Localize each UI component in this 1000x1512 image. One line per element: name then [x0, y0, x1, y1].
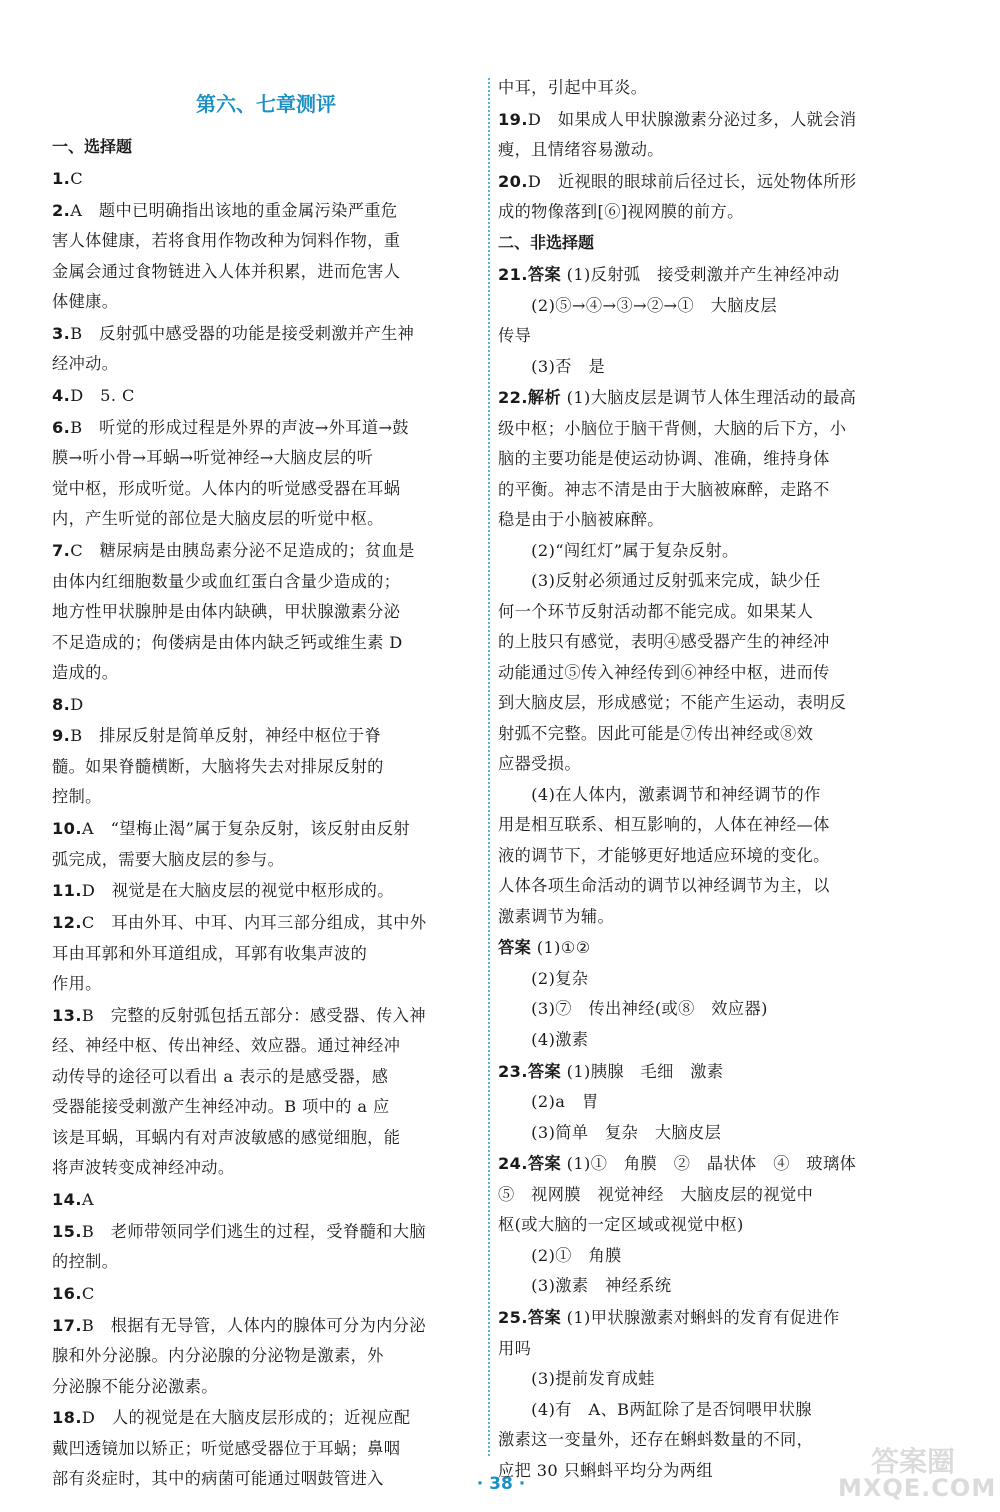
answer-line [52, 658, 415, 689]
line-text: (1)大脑皮层是调节人体生理活动的最高 [566, 388, 857, 408]
question-number: 2. [52, 200, 71, 220]
question-number: 4. [52, 386, 71, 406]
answer-line [498, 291, 840, 322]
answer-line [52, 1185, 94, 1216]
answer-line [498, 505, 856, 536]
watermark-bottom-text: MXQE.COM [838, 1474, 997, 1502]
answer-line [52, 1247, 426, 1278]
line-text: 的上肢只有感觉，表明④感受器产生的神经冲 [498, 632, 830, 652]
line-text: 耳由耳郭和外耳道组成，耳郭有收集声波的 [52, 943, 368, 963]
line-text: 成的物像落到[⑥]视网膜的前方。 [498, 202, 744, 222]
answer-line [52, 1092, 426, 1123]
watermark-logo [838, 1440, 997, 1502]
answer-line [52, 939, 426, 970]
question-number: 20. [498, 171, 528, 191]
answer-line [52, 443, 409, 474]
answer-item [52, 1001, 426, 1184]
line-text: 将声波转变成神经冲动。 [52, 1158, 235, 1178]
answer-line [52, 969, 426, 1000]
line-text: 经冲动。 [52, 354, 119, 374]
line-text: 用是相互联系、相互影响的，人体在神经—体 [498, 815, 830, 835]
line-text: 的平衡。神志不清是由于大脑被麻醉，走路不 [498, 479, 830, 499]
answer-item [498, 105, 856, 166]
answer-line [498, 688, 856, 719]
answer-line [498, 871, 856, 902]
answer-line [498, 383, 856, 414]
line-text: (3)⑦ 传出神经(或⑧ 效应器) [498, 999, 768, 1019]
answer-line [498, 627, 856, 658]
line-text: B 根据有无导管，人体内的腺体可分为内分泌 [81, 1315, 426, 1335]
line-text: D 5. C [70, 386, 135, 406]
answer-item [52, 196, 400, 318]
question-number: 19. [498, 109, 528, 129]
line-text: 内，产生听觉的部位是大脑皮层的听觉中枢。 [52, 509, 384, 529]
answer-item [52, 1185, 94, 1216]
line-text: 受器能接受刺激产生神经冲动。B 项中的 a 应 [52, 1097, 390, 1117]
page-number: · 38 · [476, 1474, 526, 1494]
answer-line [52, 752, 384, 783]
answer-line [498, 1087, 723, 1118]
answer-label: 解析 [527, 388, 562, 408]
line-text: 稳是由于小脑被麻醉。 [498, 510, 664, 530]
answer-line [498, 994, 768, 1025]
line-text: (1)①② [536, 938, 591, 958]
line-text: 的控制。 [52, 1252, 119, 1272]
answer-line [52, 1217, 426, 1248]
question-number: 6. [52, 417, 71, 437]
answer-line [52, 257, 400, 288]
answer-line [498, 105, 856, 136]
line-text: 射弧不完整。因此可能是⑦传出神经或⑧效 [498, 723, 814, 743]
answer-line [52, 1153, 426, 1184]
answer-line [52, 908, 426, 939]
answer-line [52, 1001, 426, 1032]
answer-line [498, 658, 856, 689]
answer-line [498, 475, 856, 506]
answer-line [52, 876, 394, 907]
line-text: 何一个环节反射活动都不能完成。如果某人 [498, 601, 814, 621]
line-text: 弧完成，需要大脑皮层的参与。 [52, 849, 285, 869]
answer-line [498, 444, 856, 475]
answer-line [52, 226, 400, 257]
answer-line [52, 814, 410, 845]
question-number: 10. [52, 819, 82, 839]
question-number: 1. [52, 169, 71, 188]
question-number: 16. [52, 1283, 82, 1303]
line-text: 级中枢；小脑位于脑干背侧，大脑的后下方，小 [498, 418, 847, 438]
line-text: A “望梅止渴”属于复杂反射，该反射由反射 [81, 819, 410, 839]
question-number: 15. [52, 1221, 82, 1241]
answer-line [52, 349, 414, 380]
answer-item [498, 383, 856, 932]
answer-line [498, 719, 856, 750]
answer-item [52, 1217, 426, 1278]
line-text: C [70, 169, 84, 188]
line-text: B 反射弧中感受器的功能是接受刺激并产生神 [70, 323, 415, 343]
answer-item [498, 73, 647, 104]
question-number: 23. [498, 1061, 528, 1081]
line-text: B 听觉的形成过程是外界的声波→外耳道→鼓 [70, 417, 410, 437]
line-text: (1)甲状腺激素对蝌蚪的发育有促进作 [566, 1308, 840, 1327]
line-text: 戴凹透镜加以矫正；听觉感受器位于耳蜗；鼻咽 [52, 1438, 401, 1458]
answer-label: 答案 [527, 1061, 562, 1081]
line-text: 觉中枢，形成听觉。人体内的听觉感受器在耳蜗 [52, 478, 401, 498]
line-text: 激素这一变量外，还存在蝌蚪数量的不同， [498, 1430, 814, 1449]
answer-line [52, 782, 384, 813]
answer-item [52, 721, 384, 813]
answer-line [498, 1395, 840, 1426]
line-text: (2)a 胃 [498, 1092, 599, 1112]
answer-line [498, 810, 856, 841]
answer-line [52, 319, 414, 350]
answer-line [498, 964, 768, 995]
answer-label: 答案 [527, 1308, 562, 1327]
answer-line [498, 1425, 840, 1456]
line-text: 脑的主要功能是使运动协调、准确，维持身体 [498, 449, 830, 469]
answer-line [498, 536, 856, 567]
answer-line [498, 197, 856, 228]
question-number: 7. [52, 541, 71, 560]
answer-item [498, 260, 840, 382]
line-text: (4)在人体内，激素调节和神经调节的作 [498, 784, 821, 804]
answer-line [498, 1210, 856, 1241]
line-text: C [81, 1283, 95, 1303]
line-text: (3)提前发育成蛙 [498, 1369, 655, 1388]
answer-item [52, 1279, 95, 1310]
line-text: (3)简单 复杂 大脑皮层 [498, 1122, 722, 1142]
answer-item [498, 1057, 723, 1149]
answer-line [52, 504, 409, 535]
question-number: 24. [498, 1154, 528, 1174]
line-text: 分泌腺不能分泌激素。 [52, 1376, 218, 1396]
line-text: (2)① 角膜 [498, 1245, 622, 1265]
question-number: 22. [498, 388, 528, 408]
answer-line [52, 690, 84, 721]
line-text: 传导 [498, 326, 532, 345]
answer-line [52, 845, 410, 876]
line-text: 液的调节下，才能够更好地适应环境的变化。 [498, 845, 830, 865]
answer-item [498, 933, 768, 1055]
line-text: 应器受损。 [498, 754, 581, 774]
answer-item [498, 1149, 856, 1302]
answer-line [52, 164, 83, 195]
answer-line [498, 597, 856, 628]
line-text: 动传导的途径可以看出 a 表示的是感受器，感 [52, 1066, 389, 1086]
answer-item [52, 164, 83, 195]
line-text: 经、神经中枢、传出神经、效应器。通过神经冲 [52, 1036, 401, 1056]
line-text: 到大脑皮层，形成感觉；不能产生运动，表明反 [498, 693, 847, 713]
answer-line [498, 841, 856, 872]
line-text: A [81, 1189, 94, 1209]
line-text: 控制。 [52, 787, 102, 807]
line-text: 由体内红细胞数量少或血红蛋白含量少造成的； [52, 571, 401, 591]
line-text: 髓。如果脊髓横断，大脑将失去对排尿反射的 [52, 756, 384, 776]
line-text: (4)有 A、B两缸除了是否饲喂甲状腺 [498, 1399, 812, 1419]
answer-item [52, 690, 84, 721]
line-text: D 视觉是在大脑皮层的视觉中枢形成的。 [81, 881, 394, 901]
page-title: 第六、七章测评 [196, 92, 336, 116]
line-text: B 排尿反射是简单反射，神经中枢位于脊 [70, 726, 382, 746]
line-text: (3)反射必须通过反射弧来完成，缺少任 [498, 571, 821, 591]
answer-label: 答案 [527, 265, 562, 284]
answer-line [52, 287, 400, 318]
section-heading-nonchoice: 二、非选择题 [498, 233, 595, 252]
answer-line [498, 1118, 723, 1149]
line-text: 动能通过⑤传入神经传到⑥神经中枢，进而传 [498, 662, 830, 682]
line-text: 金属会通过食物链进入人体并积累，进而危害人 [52, 261, 401, 281]
line-text: 体健康。 [52, 292, 119, 312]
column-divider [488, 78, 490, 1456]
line-text: A 题中已明确指出该地的重金属污染严重危 [70, 200, 398, 220]
line-text: (4)激素 [498, 1029, 589, 1049]
line-text: 瘦，且情绪容易激动。 [498, 140, 664, 160]
line-text: 腺和外分泌腺。内分泌腺的分泌物是激素，外 [52, 1346, 384, 1365]
answer-line [52, 1372, 426, 1403]
answer-item [52, 1403, 410, 1495]
line-text: 作用。 [52, 974, 102, 993]
line-text: ⑤ 视网膜 视觉神经 大脑皮层的视觉中 [498, 1184, 814, 1204]
line-text: 不足造成的；佝偻病是由体内缺乏钙或维生素 D [52, 632, 403, 652]
watermark-top-text: 答案圈 [870, 1445, 955, 1478]
line-text: 用吗 [498, 1338, 532, 1358]
answer-line [498, 167, 856, 198]
question-number: 9. [52, 726, 71, 746]
line-text: D 人的视觉是在大脑皮层形成的；近视应配 [81, 1408, 411, 1428]
answer-item [498, 1303, 840, 1486]
line-text: D 近视眼的眼球前后径过长，远处物体所形 [527, 171, 857, 191]
answer-item [52, 908, 426, 1000]
answer-line [498, 414, 856, 445]
answer-item [52, 876, 394, 907]
line-text: (3)否 是 [498, 356, 606, 376]
answer-line [52, 721, 384, 752]
line-text: B 完整的反射弧包括五部分：感受器、传入神 [81, 1005, 426, 1025]
answer-line [498, 73, 647, 104]
answer-line [52, 1062, 426, 1093]
answer-item [52, 1311, 426, 1403]
line-text: C 糖尿病是由胰岛素分泌不足造成的；贫血是 [70, 541, 415, 560]
line-text: 地方性甲状腺肿是由体内缺碘，甲状腺激素分泌 [52, 602, 401, 621]
answer-line [498, 1303, 840, 1334]
question-number: 8. [52, 694, 71, 714]
answer-line [498, 780, 856, 811]
answer-line [498, 1364, 840, 1395]
answer-item [52, 319, 414, 380]
answer-item [52, 381, 135, 412]
answer-line [52, 196, 400, 227]
answer-label: 答案 [527, 1154, 562, 1174]
answer-line [498, 260, 840, 291]
answer-line [498, 1334, 840, 1365]
answer-line [52, 381, 135, 412]
answer-line [498, 1025, 768, 1056]
answer-line [52, 1341, 426, 1372]
question-number: 11. [52, 881, 82, 901]
answer-line [52, 597, 415, 628]
answer-line [52, 1031, 426, 1062]
answer-line [52, 1464, 410, 1495]
question-number: 21. [498, 265, 528, 284]
answer-line [498, 1149, 856, 1180]
answer-line [498, 321, 840, 352]
line-text: 该是耳蜗，耳蜗内有对声波敏感的感觉细胞，能 [52, 1127, 401, 1147]
line-text: (1)胰腺 毛细 激素 [566, 1061, 724, 1081]
line-text: C 耳由外耳、中耳、内耳三部分组成，其中外 [81, 913, 427, 932]
line-text: (2)⑤→④→③→②→① 大脑皮层 [498, 295, 778, 315]
line-text: 造成的。 [52, 663, 119, 682]
line-text: 部有炎症时，其中的病菌可能通过咽鼓管进入 [52, 1469, 384, 1489]
answer-line [498, 566, 856, 597]
answer-line [52, 413, 409, 444]
line-text: (1)反射弧 接受刺激并产生神经冲动 [566, 265, 840, 284]
line-text: 人体各项生命活动的调节以神经调节为主，以 [498, 876, 830, 896]
question-number: 3. [52, 323, 71, 343]
line-text: D 如果成人甲状腺激素分泌过多，人就会消 [527, 109, 857, 129]
answer-line [498, 749, 856, 780]
line-text: (3)激素 神经系统 [498, 1276, 672, 1296]
answer-line [52, 1403, 410, 1434]
answer-item [52, 814, 410, 875]
line-text: (2)“闯红灯”属于复杂反射。 [498, 540, 739, 560]
answer-line [498, 902, 856, 933]
answer-line [52, 567, 415, 598]
question-number: 14. [52, 1189, 82, 1209]
answer-line [498, 1241, 856, 1272]
line-text: D [70, 694, 84, 714]
answer-line [52, 536, 415, 567]
section-heading-choice: 一、选择题 [52, 137, 133, 156]
answer-line [498, 1180, 856, 1211]
line-text: 膜→听小骨→耳蜗→听觉神经→大脑皮层的听 [52, 448, 374, 468]
question-number: 25. [498, 1308, 528, 1327]
answer-line [498, 352, 840, 383]
answer-line [52, 1279, 95, 1310]
answer-label: 答案 [498, 938, 532, 958]
answer-line [52, 1434, 410, 1465]
answer-line [52, 1123, 426, 1154]
answer-item [52, 413, 409, 535]
line-text: (2)复杂 [498, 968, 589, 988]
answer-line [498, 1057, 723, 1088]
answer-line [498, 933, 768, 964]
answer-line [498, 135, 856, 166]
answer-line [52, 628, 415, 659]
line-text: 应把 30 只蝌蚪平均分为两组 [498, 1460, 713, 1480]
question-number: 12. [52, 913, 82, 932]
answer-line [498, 1271, 856, 1302]
line-text: 害人体健康，若将食用作物改种为饲料作物，重 [52, 231, 401, 251]
line-text: 枢(或大脑的一定区域或视觉中枢) [498, 1215, 744, 1235]
answer-line [498, 1456, 840, 1487]
answer-item [498, 167, 856, 228]
answer-item [52, 536, 415, 689]
answer-line [52, 1311, 426, 1342]
answer-line [52, 474, 409, 505]
question-number: 13. [52, 1005, 82, 1025]
line-text: 中耳，引起中耳炎。 [498, 78, 648, 97]
question-number: 17. [52, 1315, 82, 1335]
line-text: (1)① 角膜 ② 晶状体 ④ 玻璃体 [566, 1154, 857, 1174]
question-number: 18. [52, 1408, 82, 1428]
line-text: 激素调节为辅。 [498, 906, 615, 926]
line-text: B 老师带领同学们逃生的过程，受脊髓和大脑 [81, 1221, 426, 1241]
